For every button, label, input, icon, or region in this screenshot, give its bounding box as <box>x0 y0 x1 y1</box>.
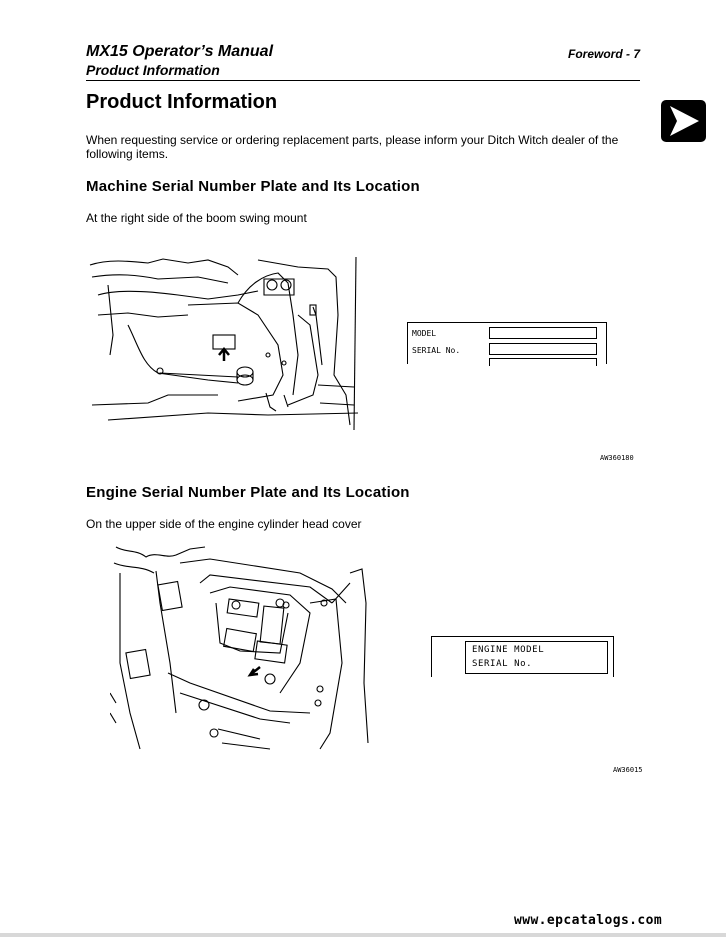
header-divider <box>86 80 640 81</box>
intro-text: When requesting service or ordering replacement parts, please inform your Ditch Witch dealer of the following items. <box>86 133 619 161</box>
machine-serial-plate <box>407 322 607 364</box>
page-number: Foreword - 7 <box>567 47 640 61</box>
engine-cylinder-head-illustration <box>110 543 370 751</box>
machine-serial-heading: Machine Serial Number Plate and Its Location <box>86 178 420 195</box>
plate-model-label: MODEL <box>412 329 437 338</box>
plate-extra-field <box>489 358 597 366</box>
engine-serial-plate <box>431 636 614 677</box>
engine-plate-frame <box>465 641 608 674</box>
next-page-button[interactable] <box>661 100 706 142</box>
figure-code: AW360180 <box>600 454 634 462</box>
engine-plate-location-text: On the upper side of the engine cylinder head cover <box>86 517 362 531</box>
manual-title: MX15 Operator’s Manual <box>86 43 274 60</box>
page-title: Product Information <box>86 91 278 113</box>
machine-plate-location-text: At the right side of the boom swing mount <box>86 211 307 225</box>
page-bottom-edge <box>0 933 726 937</box>
engine-serial-heading: Engine Serial Number Plate and Its Location <box>86 484 410 501</box>
plate-serial-label: SERIAL No. <box>412 346 461 355</box>
engine-model-label: ENGINE MODEL <box>472 645 545 655</box>
engine-serial-label: SERIAL No. <box>472 659 533 669</box>
plate-model-field <box>489 327 597 339</box>
plate-serial-field <box>489 343 597 355</box>
section-subtitle: Product Information <box>86 62 220 78</box>
figure-code: AW36015 <box>613 766 643 774</box>
footer-url-link[interactable]: www.epcatalogs.com <box>514 913 663 928</box>
boom-swing-mount-illustration <box>88 255 360 430</box>
next-arrow-icon <box>661 100 706 142</box>
